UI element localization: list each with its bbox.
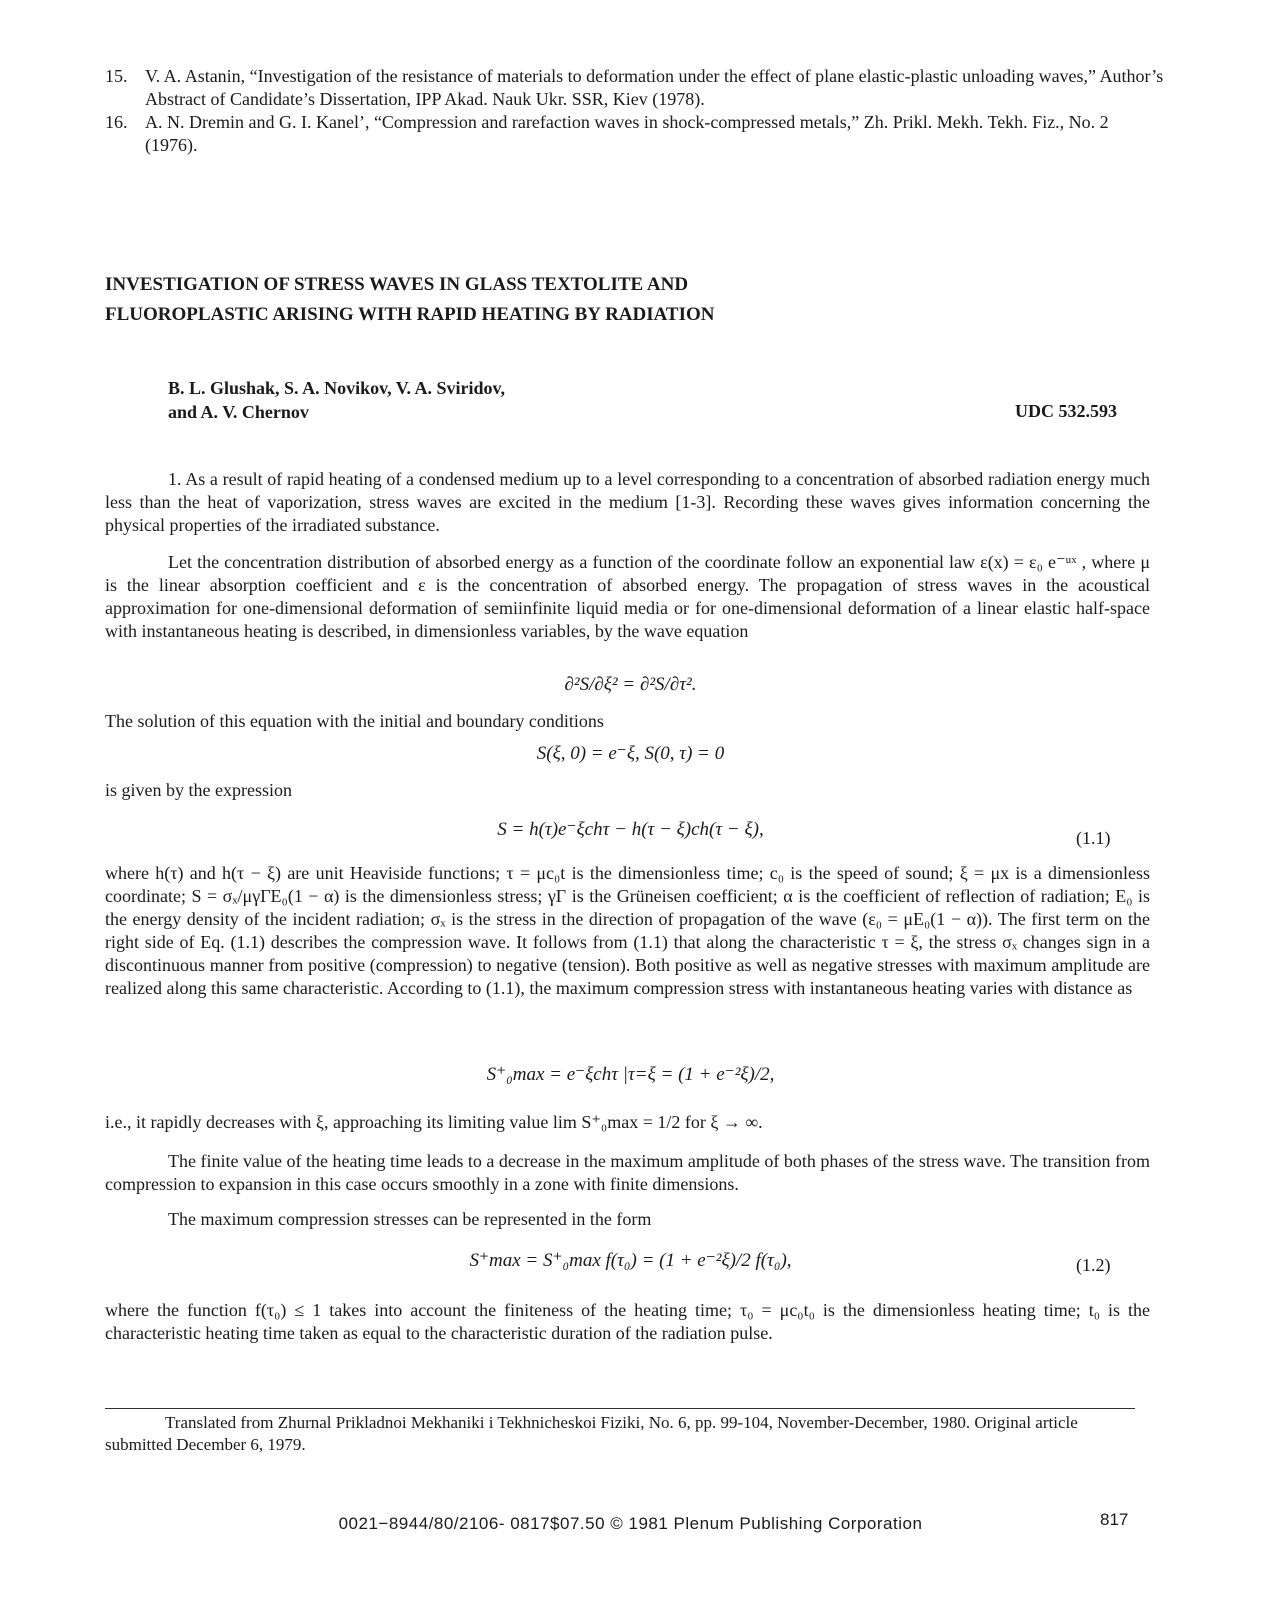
reference-number: 16. bbox=[105, 112, 128, 132]
equation-smax: S⁺₀max = e⁻ξchτ |τ=ξ = (1 + e⁻²ξ)/2, bbox=[486, 1064, 775, 1085]
body-paragraph: where the function f(τ₀) ≤ 1 takes into account the finiteness of the heating time; τ₀ = μc₀t₀ is the dimensionless heating time; t₀ is the characteristic heating time taken as equal to the characteristic duration of the radiation pulse. bbox=[105, 1300, 1150, 1343]
footnote-divider bbox=[105, 1408, 1135, 1409]
equation-number: (1.1) bbox=[1076, 828, 1111, 848]
copyright-line: 0021−8944/80/2106- 0817$07.50 © 1981 Plenum Publishing Corporation bbox=[338, 1514, 923, 1533]
reference-item bbox=[105, 65, 1165, 111]
equation-wave: ∂²S/∂ξ² = ∂²S/∂τ². bbox=[564, 674, 697, 695]
equation-1-2: S⁺max = S⁺₀max f(τ₀) = (1 + e⁻²ξ)/2 f(τ₀), bbox=[469, 1250, 792, 1271]
body-paragraph: is given by the expression bbox=[105, 780, 292, 800]
body-paragraph: The solution of this equation with the initial and boundary conditions bbox=[105, 711, 604, 731]
translation-footnote: Translated from Zhurnal Prikladnoi Mekhaniki i Tekhnicheskoi Fiziki, No. 6, pp. 99-104, November-December, 1980. Original article submitted December 6, 1979. bbox=[105, 1413, 1078, 1454]
body-paragraph: Let the concentration distribution of absorbed energy as a function of the coordinate follow an exponential law ε(x) = ε₀ e⁻ᵘˣ , where μ is the linear absorption coefficient and ε is the concentration of absorbed energy. The propagation of stress waves in the acoustical approximation for one-dimensional deformation of semiinfinite liquid media or for one-dimensional deformation of a linear elastic half-space with instantaneous heating is described, in dimensionless variables, by the wave equation bbox=[105, 552, 1150, 641]
article-title: INVESTIGATION OF STRESS WAVES IN GLASS TEXTOLITE AND FLUOROPLASTIC ARISING WITH RAPID HEATING BY RADIATION bbox=[105, 274, 715, 325]
body-paragraph: The maximum compression stresses can be represented in the form bbox=[168, 1209, 652, 1229]
udc-code: UDC 532.593 bbox=[1015, 401, 1117, 421]
body-paragraph: where h(τ) and h(τ − ξ) are unit Heaviside functions; τ = μc₀t is the dimensionless time; c₀ is the speed of sound; ξ = μx is a dimensionless coordinate; S = σₓ/μγΓE₀(1 − α) is the dimensionless stress; γΓ is the Grüneisen coefficient; α is the coefficient of reflection of radiation; E₀ is the energy density of the incident radiation; σₓ is the stress in the direction of propagation of the wave (ε₀ = μE₀(1 − α)). The first term on the right side of Eq. (1.1) describes the compression wave. It follows from (1.1) that along the characteristic τ = ξ, the stress σₓ changes sign in a discontinuous manner from positive (compression) to negative (tension). Both positive as well as negative stresses with maximum amplitude are realized along this same characteristic. According to (1.1), the maximum compression stress with instantaneous heating varies with distance as bbox=[105, 863, 1150, 998]
authors-line: B. L. Glushak, S. A. Novikov, V. A. Sviridov, bbox=[168, 378, 505, 398]
equation-1-1: S = h(τ)e⁻ξchτ − h(τ − ξ)ch(τ − ξ), bbox=[497, 819, 764, 840]
reference-item bbox=[105, 111, 1165, 157]
body-paragraph: i.e., it rapidly decreases with ξ, approaching its limiting value lim S⁺₀max = 1/2 for ξ → ∞. bbox=[105, 1112, 763, 1132]
equation-number: (1.2) bbox=[1076, 1255, 1111, 1275]
equation-conditions: S(ξ, 0) = e⁻ξ, S(0, τ) = 0 bbox=[536, 743, 725, 764]
reference-text: V. A. Astanin, “Investigation of the resistance of materials to deformation under the effect of plane elastic-plastic unloading waves,” Author’s Abstract of Candidate’s Dissertation, IPP Akad. Nauk Ukr. SSR, Kiev (1978). bbox=[145, 66, 1164, 109]
reference-text: A. N. Dremin and G. I. Kanel’, “Compression and rarefaction waves in shock-compressed metals,” Zh. Prikl. Mekh. Tekh. Fiz., No. 2 (1976). bbox=[145, 112, 1109, 155]
authors-line: and A. V. Chernov bbox=[168, 402, 309, 422]
reference-number: 15. bbox=[105, 66, 128, 86]
page-number: 817 bbox=[1100, 1510, 1129, 1529]
reference-list bbox=[105, 65, 1165, 157]
article-authors bbox=[168, 376, 505, 424]
body-paragraph: 1. As a result of rapid heating of a condensed medium up to a level corresponding to a concentration of absorbed radiation energy much less than the heat of vaporization, stress waves are excited in the medium [1-3]. Recording these waves gives information concerning the physical properties of the irradiated substance. bbox=[105, 469, 1150, 535]
body-paragraph: The finite value of the heating time leads to a decrease in the maximum amplitude of both phases of the stress wave. The transition from compression to expansion in this case occurs smoothly in a zone with finite dimensions. bbox=[105, 1151, 1150, 1194]
